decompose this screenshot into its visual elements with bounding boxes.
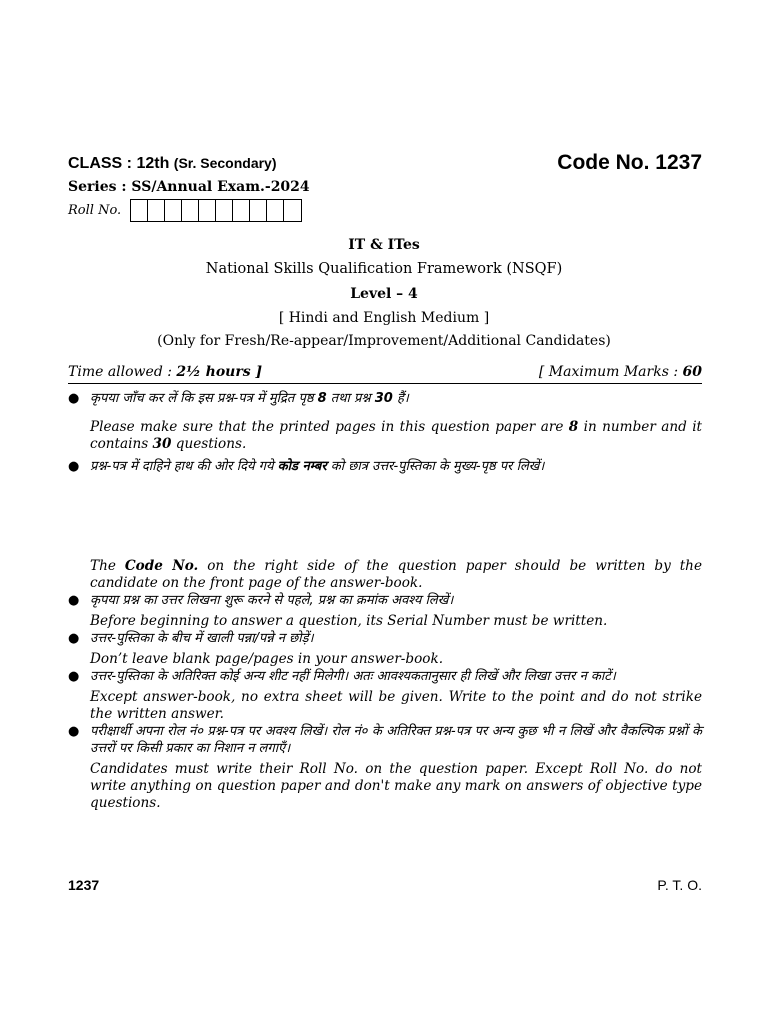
series-line: Series : SS/Annual Exam.-2024 bbox=[68, 179, 310, 195]
instruction-english: Candidates must write their Roll No. on the question paper. Except Roll No. do not write anything on question paper and don't make any mark on answers of objective type questions. bbox=[90, 761, 702, 811]
roll-box[interactable] bbox=[284, 200, 301, 221]
instruction-item bbox=[68, 458, 702, 592]
bullet-icon: ● bbox=[68, 669, 80, 684]
framework-title: National Skills Qualification Framework (NSQF) bbox=[205, 261, 563, 277]
max-marks bbox=[539, 364, 702, 380]
instruction-item bbox=[68, 668, 702, 723]
bullet-icon: ● bbox=[68, 631, 80, 646]
divider-line bbox=[68, 383, 702, 384]
bullet-icon: ● bbox=[68, 391, 80, 406]
roll-box[interactable] bbox=[250, 200, 267, 221]
roll-box[interactable] bbox=[148, 200, 165, 221]
instructions bbox=[68, 390, 702, 812]
code-number: Code No. 1237 bbox=[557, 151, 702, 174]
roll-number-boxes[interactable] bbox=[130, 199, 302, 222]
roll-box[interactable] bbox=[165, 200, 182, 221]
roll-box[interactable] bbox=[131, 200, 148, 221]
exam-meta-row bbox=[68, 364, 702, 380]
class-sub: (Sr. Secondary) bbox=[173, 155, 277, 171]
instruction-english: Please make sure that the printed pages in this question paper are 8 in number and it contains 30 questions. bbox=[90, 419, 703, 452]
class-heading bbox=[68, 155, 277, 173]
roll-box[interactable] bbox=[267, 200, 284, 221]
level-title: Level – 4 bbox=[350, 286, 418, 302]
roll-box[interactable] bbox=[216, 200, 233, 221]
class-main: CLASS : 12th bbox=[68, 155, 170, 172]
instruction-hindi: प्रश्न-पत्र में दाहिने हाथ की ओर दिये गये कोड नम्बर को छात्र उत्तर-पुस्तिका के मुख्य-पृष्ठ पर लिखें। bbox=[90, 459, 545, 474]
instruction-hindi: कृपया प्रश्न का उत्तर लिखना शुरू करने से पहले, प्रश्न का क्रमांक अवश्य लिखें। bbox=[90, 593, 454, 608]
instruction-english: Don’t leave blank page/pages in your answer-book. bbox=[90, 651, 444, 667]
roll-box[interactable] bbox=[233, 200, 250, 221]
bullet-icon: ● bbox=[68, 459, 80, 474]
instruction-item bbox=[68, 723, 702, 812]
instruction-english: Except answer-book, no extra sheet will be given. Write to the point and do not strike the written answer. bbox=[90, 689, 702, 722]
bullet-icon: ● bbox=[68, 593, 80, 608]
marks-label: [ Maximum Marks : bbox=[538, 364, 679, 380]
instruction-english: The Code No. on the right side of the question paper should be written by the candidate on the front page of the answer-book. bbox=[90, 558, 702, 591]
instruction-english: Before beginning to answer a question, its Serial Number must be written. bbox=[90, 613, 608, 629]
medium-note: [ Hindi and English Medium ] bbox=[278, 310, 490, 326]
marks-value: 60 bbox=[682, 364, 702, 380]
instruction-hindi: उत्तर-पुस्तिका के अतिरिक्त कोई अन्य शीट नहीं मिलेगी। अतः आवश्यकतानुसार ही लिखें और लिखा उत्तर न काटें। bbox=[90, 669, 616, 684]
candidates-note: (Only for Fresh/Re-appear/Improvement/Additional Candidates) bbox=[157, 333, 611, 349]
instruction-item bbox=[68, 630, 702, 668]
instruction-item bbox=[68, 390, 702, 453]
instruction-item bbox=[68, 592, 702, 630]
footer-pto: P. T. O. bbox=[657, 877, 702, 893]
roll-number-label: Roll No. bbox=[68, 203, 122, 218]
roll-box[interactable] bbox=[182, 200, 199, 221]
time-label: Time allowed : bbox=[68, 364, 172, 380]
footer-code: 1237 bbox=[68, 877, 100, 893]
time-allowed bbox=[68, 364, 262, 380]
roll-box[interactable] bbox=[199, 200, 216, 221]
time-value: 2½ hours ] bbox=[176, 364, 263, 380]
bullet-icon: ● bbox=[68, 724, 80, 739]
instruction-hindi: परीक्षार्थी अपना रोल नं० प्रश्न-पत्र पर अवश्य लिखें। रोल नं० के अतिरिक्त प्रश्न-पत्र पर अन्य कुछ भी न लिखें और वैकल्पिक प्रश्नों के उत्तरों पर किसी प्रकार का निशान न लगाएँ। bbox=[90, 724, 702, 756]
subject-title: IT & ITes bbox=[348, 237, 420, 253]
instruction-hindi: कृपया जाँच कर लें कि इस प्रश्न-पत्र में मुद्रित पृष्ठ 8 तथा प्रश्न 30 हैं। bbox=[90, 391, 409, 406]
instruction-hindi: उत्तर-पुस्तिका के बीच में खाली पन्ना/पन्ने न छोड़ें। bbox=[90, 631, 314, 646]
